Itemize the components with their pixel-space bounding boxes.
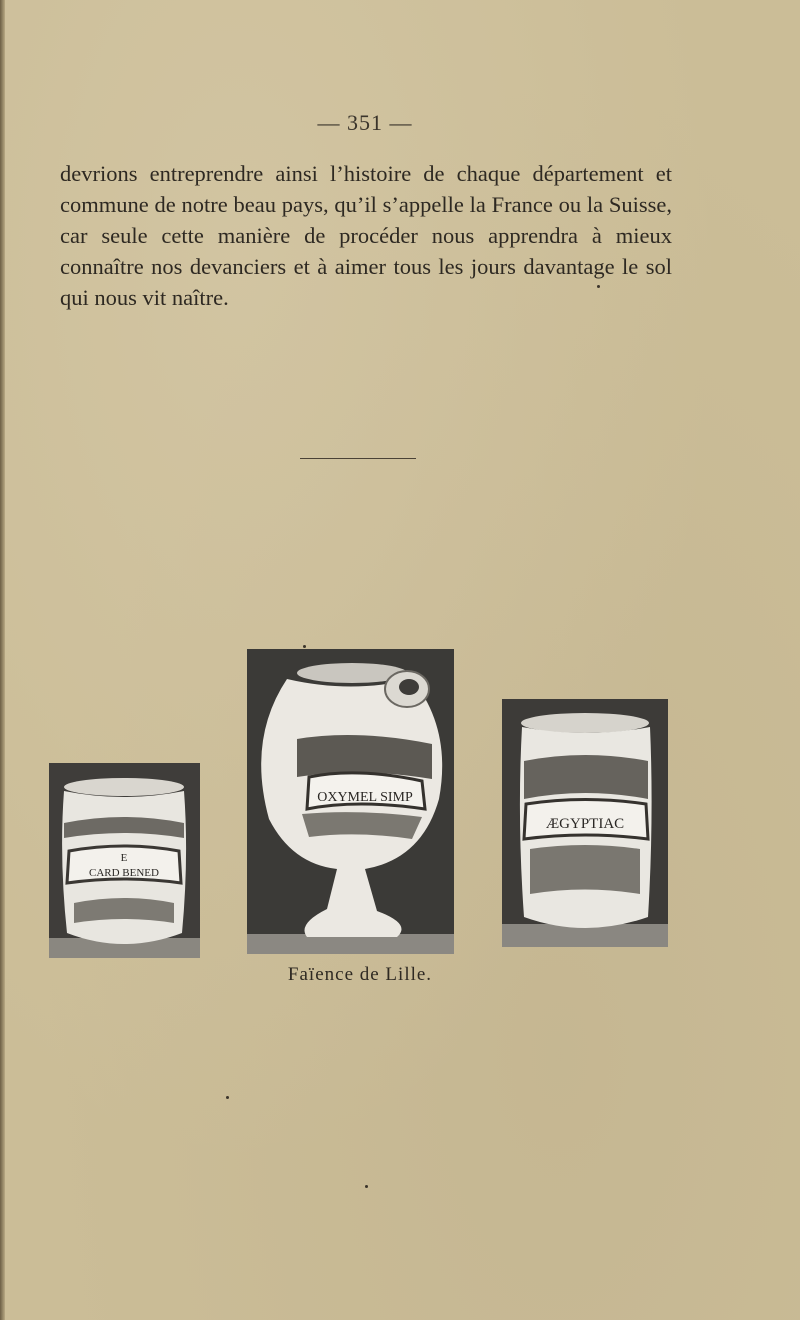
- jar-middle-label: OXYMEL SIMP: [317, 790, 413, 805]
- page-number: — 351 —: [317, 110, 413, 135]
- jar-left-label-line1: E: [120, 852, 128, 864]
- photo-jar-aegyptiac: [502, 699, 668, 947]
- jar-illustration-middle: [247, 649, 454, 954]
- paper-speck: [303, 645, 306, 648]
- figure-caption: Faïence de Lille.: [287, 964, 433, 985]
- jar-illustration-left: [49, 763, 200, 958]
- paragraph-text: devrions entreprendre ainsi l’histoire de chaque département et commune de notre beau pays, qu’il s’appelle la France ou la Suisse, car seule cette manière de procéder nous apprendra à mieux connaître nos devanciers et à aimer tous les jours davantage le sol qui nous vit naître.: [60, 161, 672, 310]
- jar-left-label-line2: CARD BENED: [89, 867, 159, 879]
- photo-jar-oxymel: [247, 649, 454, 954]
- photo-jar-card-bened: [49, 763, 200, 958]
- paper-speck: [226, 1096, 229, 1099]
- jar-right-label: ÆGYPTIAC: [545, 816, 625, 832]
- body-paragraph: [60, 158, 672, 313]
- section-divider-rule: [300, 458, 416, 459]
- book-spine-edge: [0, 0, 5, 1320]
- jar-illustration-right: [502, 699, 668, 947]
- paper-speck: [365, 1185, 368, 1188]
- paper-speck: [597, 285, 600, 288]
